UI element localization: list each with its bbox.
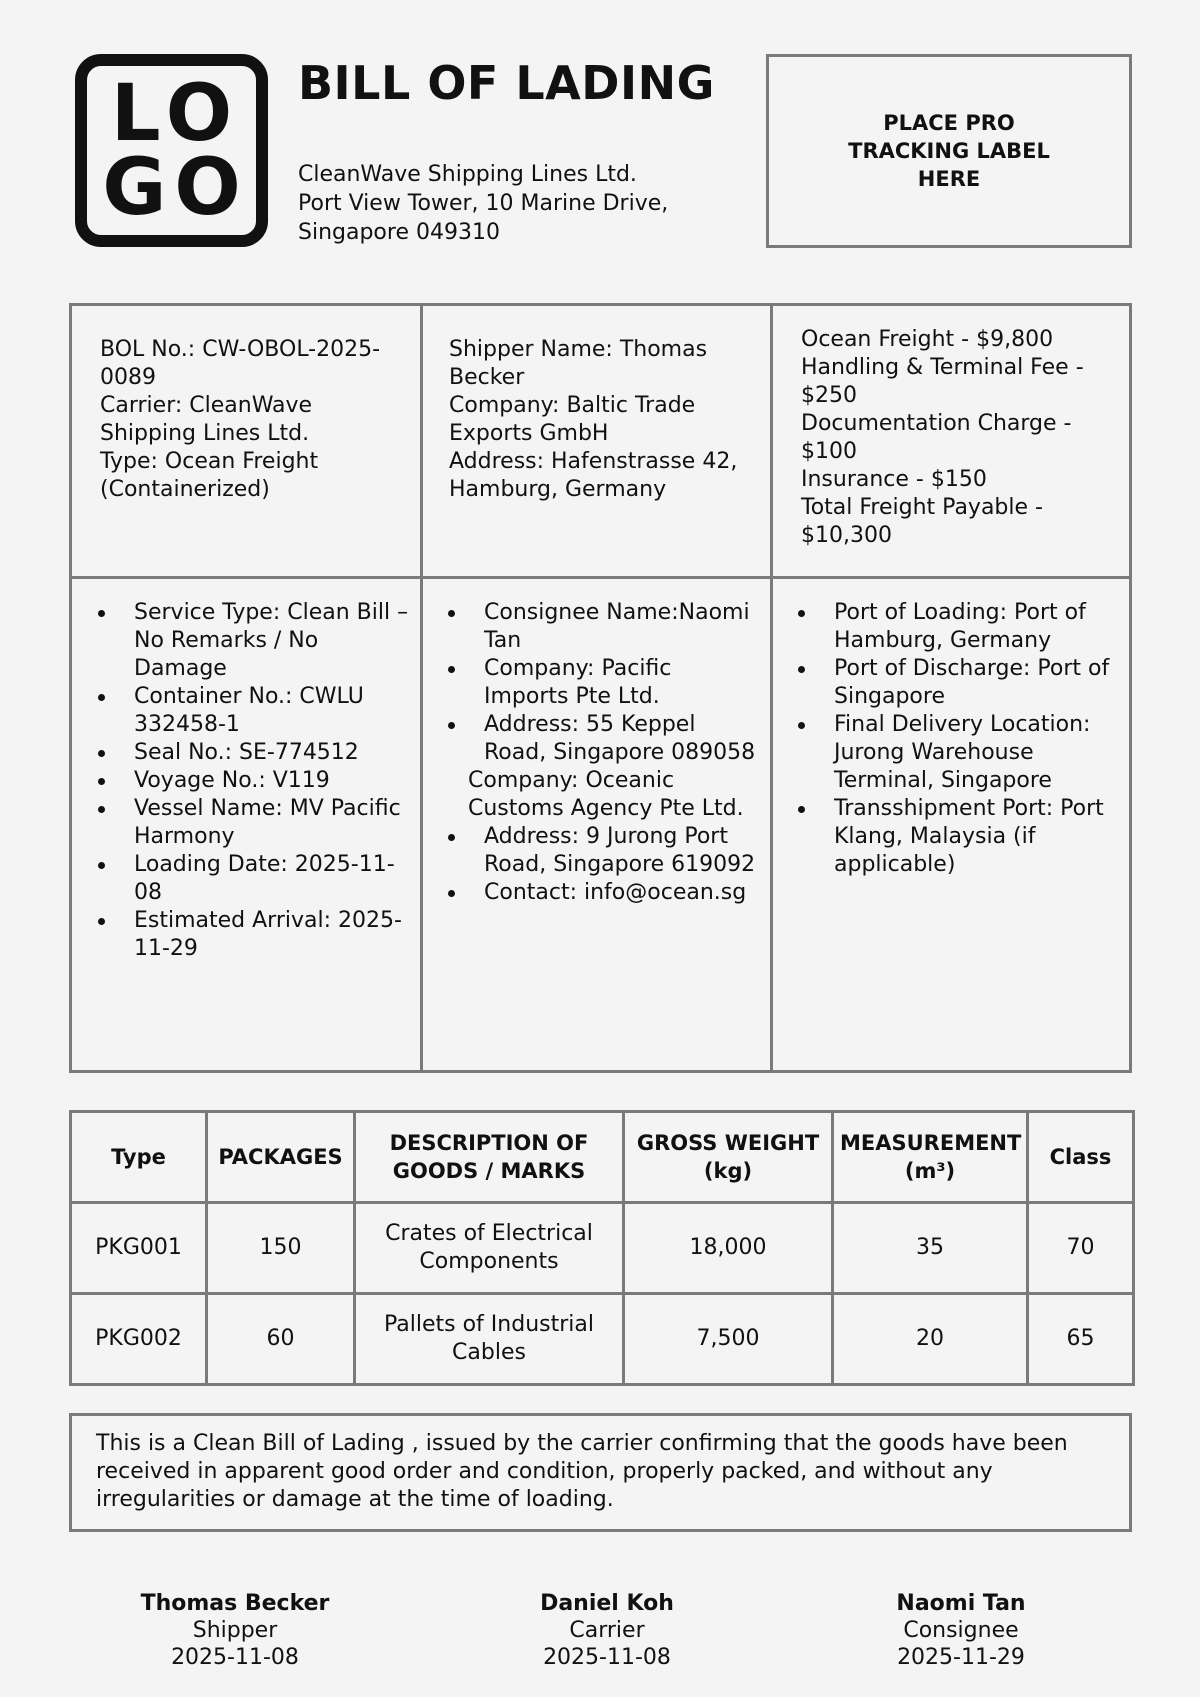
- freight-type: Type: Ocean Freight (Containerized): [100, 449, 319, 502]
- column-header-gross-weight: GROSS WEIGHT (kg): [624, 1112, 833, 1203]
- charge-handling: Handling & Terminal Fee - $250: [801, 355, 1084, 408]
- table-cell: 150: [207, 1203, 355, 1294]
- consignee-name: Consignee Name:Naomi Tan: [430, 599, 760, 655]
- tracking-label-box: [766, 54, 1132, 248]
- table-row: [71, 1294, 1134, 1385]
- table-cell: 18,000: [624, 1203, 833, 1294]
- agent-contact: Contact: info@ocean.sg: [430, 879, 760, 907]
- table-cell: 65: [1028, 1294, 1134, 1385]
- list-item: Vessel Name: MV Pacific Harmony: [80, 795, 410, 851]
- company-street: Port View Tower, 10 Marine Drive,: [298, 191, 669, 216]
- table-cell: 20: [833, 1294, 1028, 1385]
- grid-divider: [770, 306, 773, 1070]
- column-header-measurement: MEASUREMENT (m³): [833, 1112, 1028, 1203]
- column-header-packages: PACKAGES: [207, 1112, 355, 1203]
- logo-line-1: LO: [110, 68, 241, 159]
- signature-name: Naomi Tan: [896, 1591, 1026, 1616]
- table-cell: PKG001: [71, 1203, 207, 1294]
- signature-carrier: [457, 1590, 757, 1671]
- info-grid: [69, 303, 1132, 1073]
- table-cell: 60: [207, 1294, 355, 1385]
- signature-name: Thomas Becker: [140, 1591, 330, 1616]
- port-of-loading: Port of Loading: Port of Hamburg, Germany: [780, 599, 1110, 655]
- document-title: BILL OF LADING: [298, 56, 715, 110]
- list-item: Loading Date: 2025-11-08: [80, 851, 410, 907]
- tracking-label-text: PLACE PRO TRACKING LABEL HERE: [848, 111, 1050, 191]
- signature-role: Consignee: [903, 1618, 1019, 1643]
- shipment-details-cell: [80, 599, 410, 963]
- shipper-name: Shipper Name: Thomas Becker: [449, 337, 708, 390]
- company-name: CleanWave Shipping Lines Ltd.: [298, 162, 637, 187]
- table-cell: Pallets of Industrial Cables: [355, 1294, 624, 1385]
- agent-company: Company: Oceanic Customs Agency Pte Ltd.: [468, 768, 744, 821]
- table-cell: 35: [833, 1203, 1028, 1294]
- final-delivery-location: Final Delivery Location: Jurong Warehouse Terminal, Singapore: [780, 711, 1110, 795]
- signature-date: 2025-11-08: [171, 1645, 299, 1670]
- signature-role: Shipper: [192, 1618, 278, 1643]
- company-logo: [75, 54, 268, 247]
- charges-cell: [801, 326, 1116, 550]
- shipper-address: Address: Hafenstrasse 42, Hamburg, Germany: [449, 449, 738, 502]
- list-item: Seal No.: SE-774512: [80, 739, 410, 767]
- column-header-type: Type: [71, 1112, 207, 1203]
- ports-cell: [780, 599, 1110, 879]
- clean-bill-note: This is a Clean Bill of Lading , issued by the carrier confirming that the goods have been received in apparent good order and condition, properly packed, and without any irregularities or damage at the time of loading.: [69, 1413, 1132, 1532]
- column-header-description: DESCRIPTION OF GOODS / MARKS: [355, 1112, 624, 1203]
- grid-divider: [420, 306, 423, 1070]
- signature-role: Carrier: [569, 1618, 645, 1643]
- bol-number: BOL No.: CW-OBOL-2025-0089: [100, 337, 381, 390]
- company-city: Singapore 049310: [298, 220, 500, 245]
- grid-divider: [72, 576, 1129, 579]
- carrier-name: Carrier: CleanWave Shipping Lines Ltd.: [100, 393, 313, 446]
- list-item: Voyage No.: V119: [80, 767, 410, 795]
- consignee-company: Company: Pacific Imports Pte Ltd.: [430, 655, 760, 711]
- goods-table: [69, 1110, 1135, 1386]
- list-item: Container No.: CWLU 332458-1: [80, 683, 410, 739]
- transshipment-port: Transshipment Port: Port Klang, Malaysia (if applicable): [780, 795, 1110, 879]
- consignee-cell: [430, 599, 760, 907]
- table-cell: PKG002: [71, 1294, 207, 1385]
- bol-info-cell: [100, 336, 400, 504]
- shipper-company: Company: Baltic Trade Exports GmbH: [449, 393, 696, 446]
- table-cell: 70: [1028, 1203, 1134, 1294]
- signature-name: Daniel Koh: [540, 1591, 674, 1616]
- list-item: Estimated Arrival: 2025-11-29: [80, 907, 410, 963]
- signature-date: 2025-11-08: [543, 1645, 671, 1670]
- charge-insurance: Insurance - $150: [801, 467, 987, 492]
- shipper-cell: [449, 336, 754, 504]
- charge-documentation: Documentation Charge - $100: [801, 411, 1072, 464]
- list-item: Service Type: Clean Bill – No Remarks / No Damage: [80, 599, 410, 683]
- table-cell: Crates of Electrical Components: [355, 1203, 624, 1294]
- column-header-class: Class: [1028, 1112, 1134, 1203]
- logo-line-2: GO: [102, 142, 249, 233]
- consignee-address: Address: 55 Keppel Road, Singapore 089058: [430, 711, 760, 767]
- table-header-row: [71, 1112, 1134, 1203]
- charge-total: Total Freight Payable - $10,300: [801, 495, 1043, 548]
- table-row: [71, 1203, 1134, 1294]
- company-address: [298, 160, 668, 247]
- charge-ocean-freight: Ocean Freight - $9,800: [801, 327, 1054, 352]
- port-of-discharge: Port of Discharge: Port of Singapore: [780, 655, 1110, 711]
- signature-date: 2025-11-29: [897, 1645, 1025, 1670]
- signature-consignee: [811, 1590, 1111, 1671]
- signature-shipper: [85, 1590, 385, 1671]
- agent-address: Address: 9 Jurong Port Road, Singapore 619092: [430, 823, 760, 879]
- table-cell: 7,500: [624, 1294, 833, 1385]
